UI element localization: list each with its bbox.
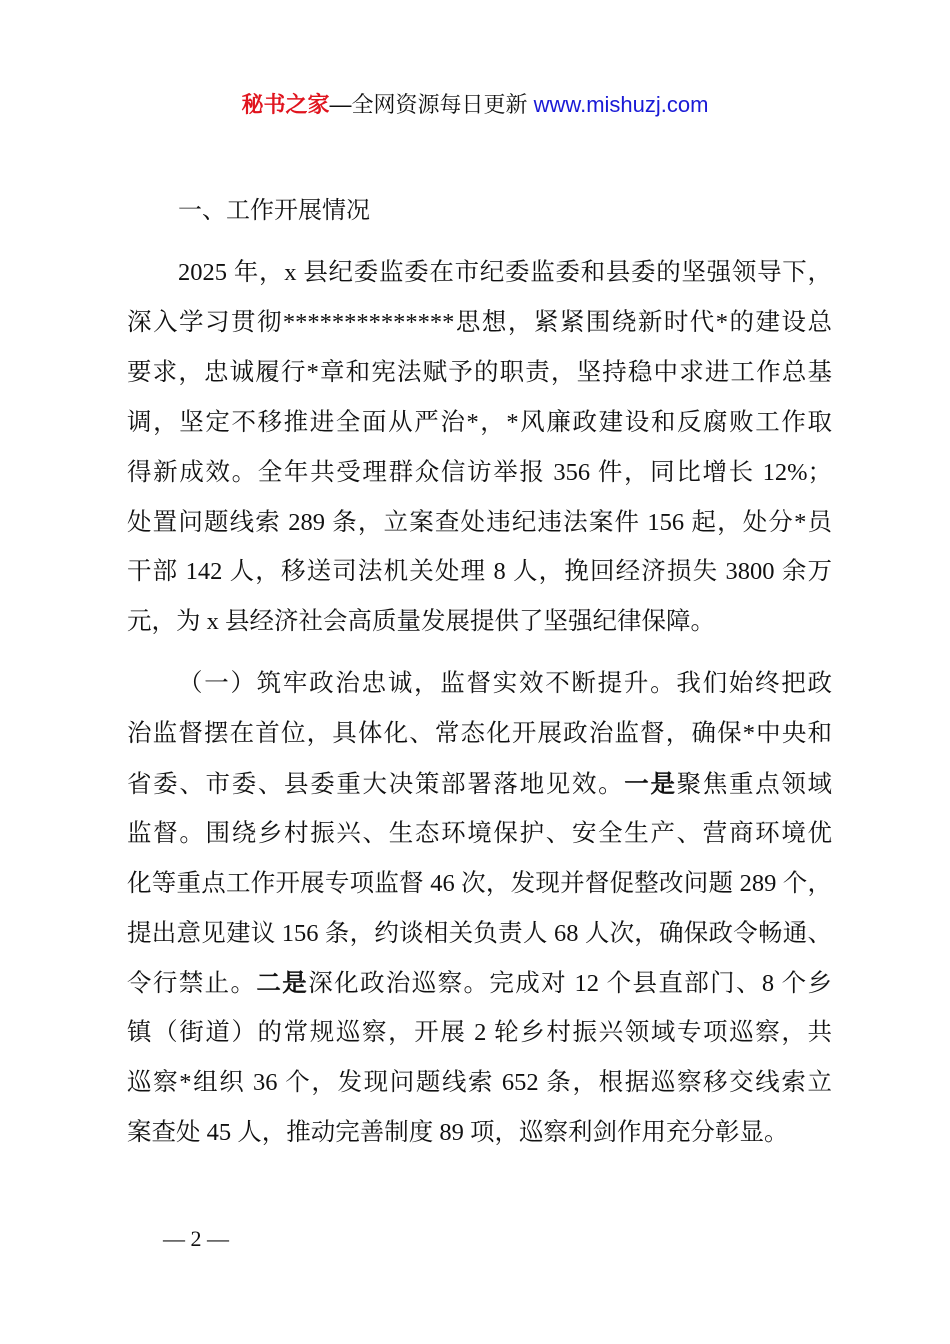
text-run: 深入学习贯彻**************思想，紧紧围绕新时代*的建设总 (127, 308, 832, 336)
text-run: 化等重点工作开展专项监督 46 次，发现并督促整改问题 289 个， (127, 869, 832, 897)
text-run: 干部 142 人，移送司法机关处理 8 人，挽回经济损失 3800 余万 (127, 558, 832, 586)
text-run: 得新成效。全年共受理群众信访举报 356 件，同比增长 12%； (127, 458, 832, 486)
paragraph-line (127, 867, 832, 901)
section-heading: 一、工作开展情况 (178, 198, 370, 224)
text-run: 深化政治巡察。完成对 12 个县直部门、8 个乡 (308, 970, 833, 998)
text-run: 处置问题线索 289 条，立案查处违纪违法案件 156 起，处分*员 (127, 508, 832, 536)
text-run: 镇（街道）的常规巡察，开展 2 轮乡村振兴领域专项巡察，共 (127, 1019, 832, 1047)
paragraph-line (127, 1066, 832, 1100)
text-run: 监督。围绕乡村振兴、生态环境保护、安全生产、营商环境优 (127, 819, 832, 847)
text-run: 治监督摆在首位，具体化、常态化开展政治监督，确保*中央和 (127, 719, 832, 747)
text-run: 调，坚定不移推进全面从严治*，*风廉政建设和反腐败工作取 (127, 408, 832, 436)
page-number: — 2 — (163, 1226, 229, 1251)
text-run: 令行禁止。 (127, 970, 257, 998)
text-run: 聚焦重点领域 (676, 770, 833, 798)
paragraph-line (127, 1016, 832, 1050)
text-run: 元，为 x 县经济社会高质量发展提供了坚强纪律保障。 (127, 608, 715, 636)
brand-name: 秘书之家 (241, 92, 330, 117)
paragraph-line (127, 456, 832, 490)
bold-lead-text: 一是 (624, 768, 677, 798)
text-run: 案查处 45 人，推动完善制度 89 项，巡察利剑作用充分彰显。 (127, 1119, 789, 1147)
text-run: 省委、市委、县委重大决策部署落地见效。 (127, 770, 625, 798)
watermark-header (0, 88, 950, 119)
paragraph-line (127, 966, 832, 1000)
paragraph-line (178, 667, 832, 701)
paragraph-line (127, 817, 832, 851)
paragraph-line (127, 306, 832, 340)
paragraph-line (127, 555, 832, 589)
text-run: 巡察*组织 36 个，发现问题线索 652 条，根据巡察移交线索立 (127, 1069, 832, 1097)
header-url[interactable]: www.mishuzj.com (533, 92, 709, 117)
paragraph-line (127, 605, 832, 639)
paragraph-line (127, 717, 832, 751)
paragraph-line (127, 506, 832, 540)
paragraph-line (127, 356, 832, 390)
paragraph-line (127, 1116, 832, 1150)
bold-lead-text: 二是 (256, 968, 309, 998)
paragraph-line (127, 917, 832, 951)
text-run: 要求，忠诚履行*章和宪法赋予的职责，坚持稳中求进工作总基 (127, 358, 832, 386)
header-slogan: —全网资源每日更新 (329, 92, 534, 117)
paragraph-line (178, 256, 832, 290)
paragraph-line (127, 406, 832, 440)
paragraph-line (127, 767, 832, 801)
text-run: 2025 年，x 县纪委监委在市纪委监委和县委的坚强领导下， (178, 259, 832, 286)
text-run: （一）筑牢政治忠诚，监督实效不断提升。我们始终把政 (178, 670, 832, 697)
text-run: 提出意见建议 156 条，约谈相关负责人 68 人次，确保政令畅通、 (127, 919, 832, 947)
